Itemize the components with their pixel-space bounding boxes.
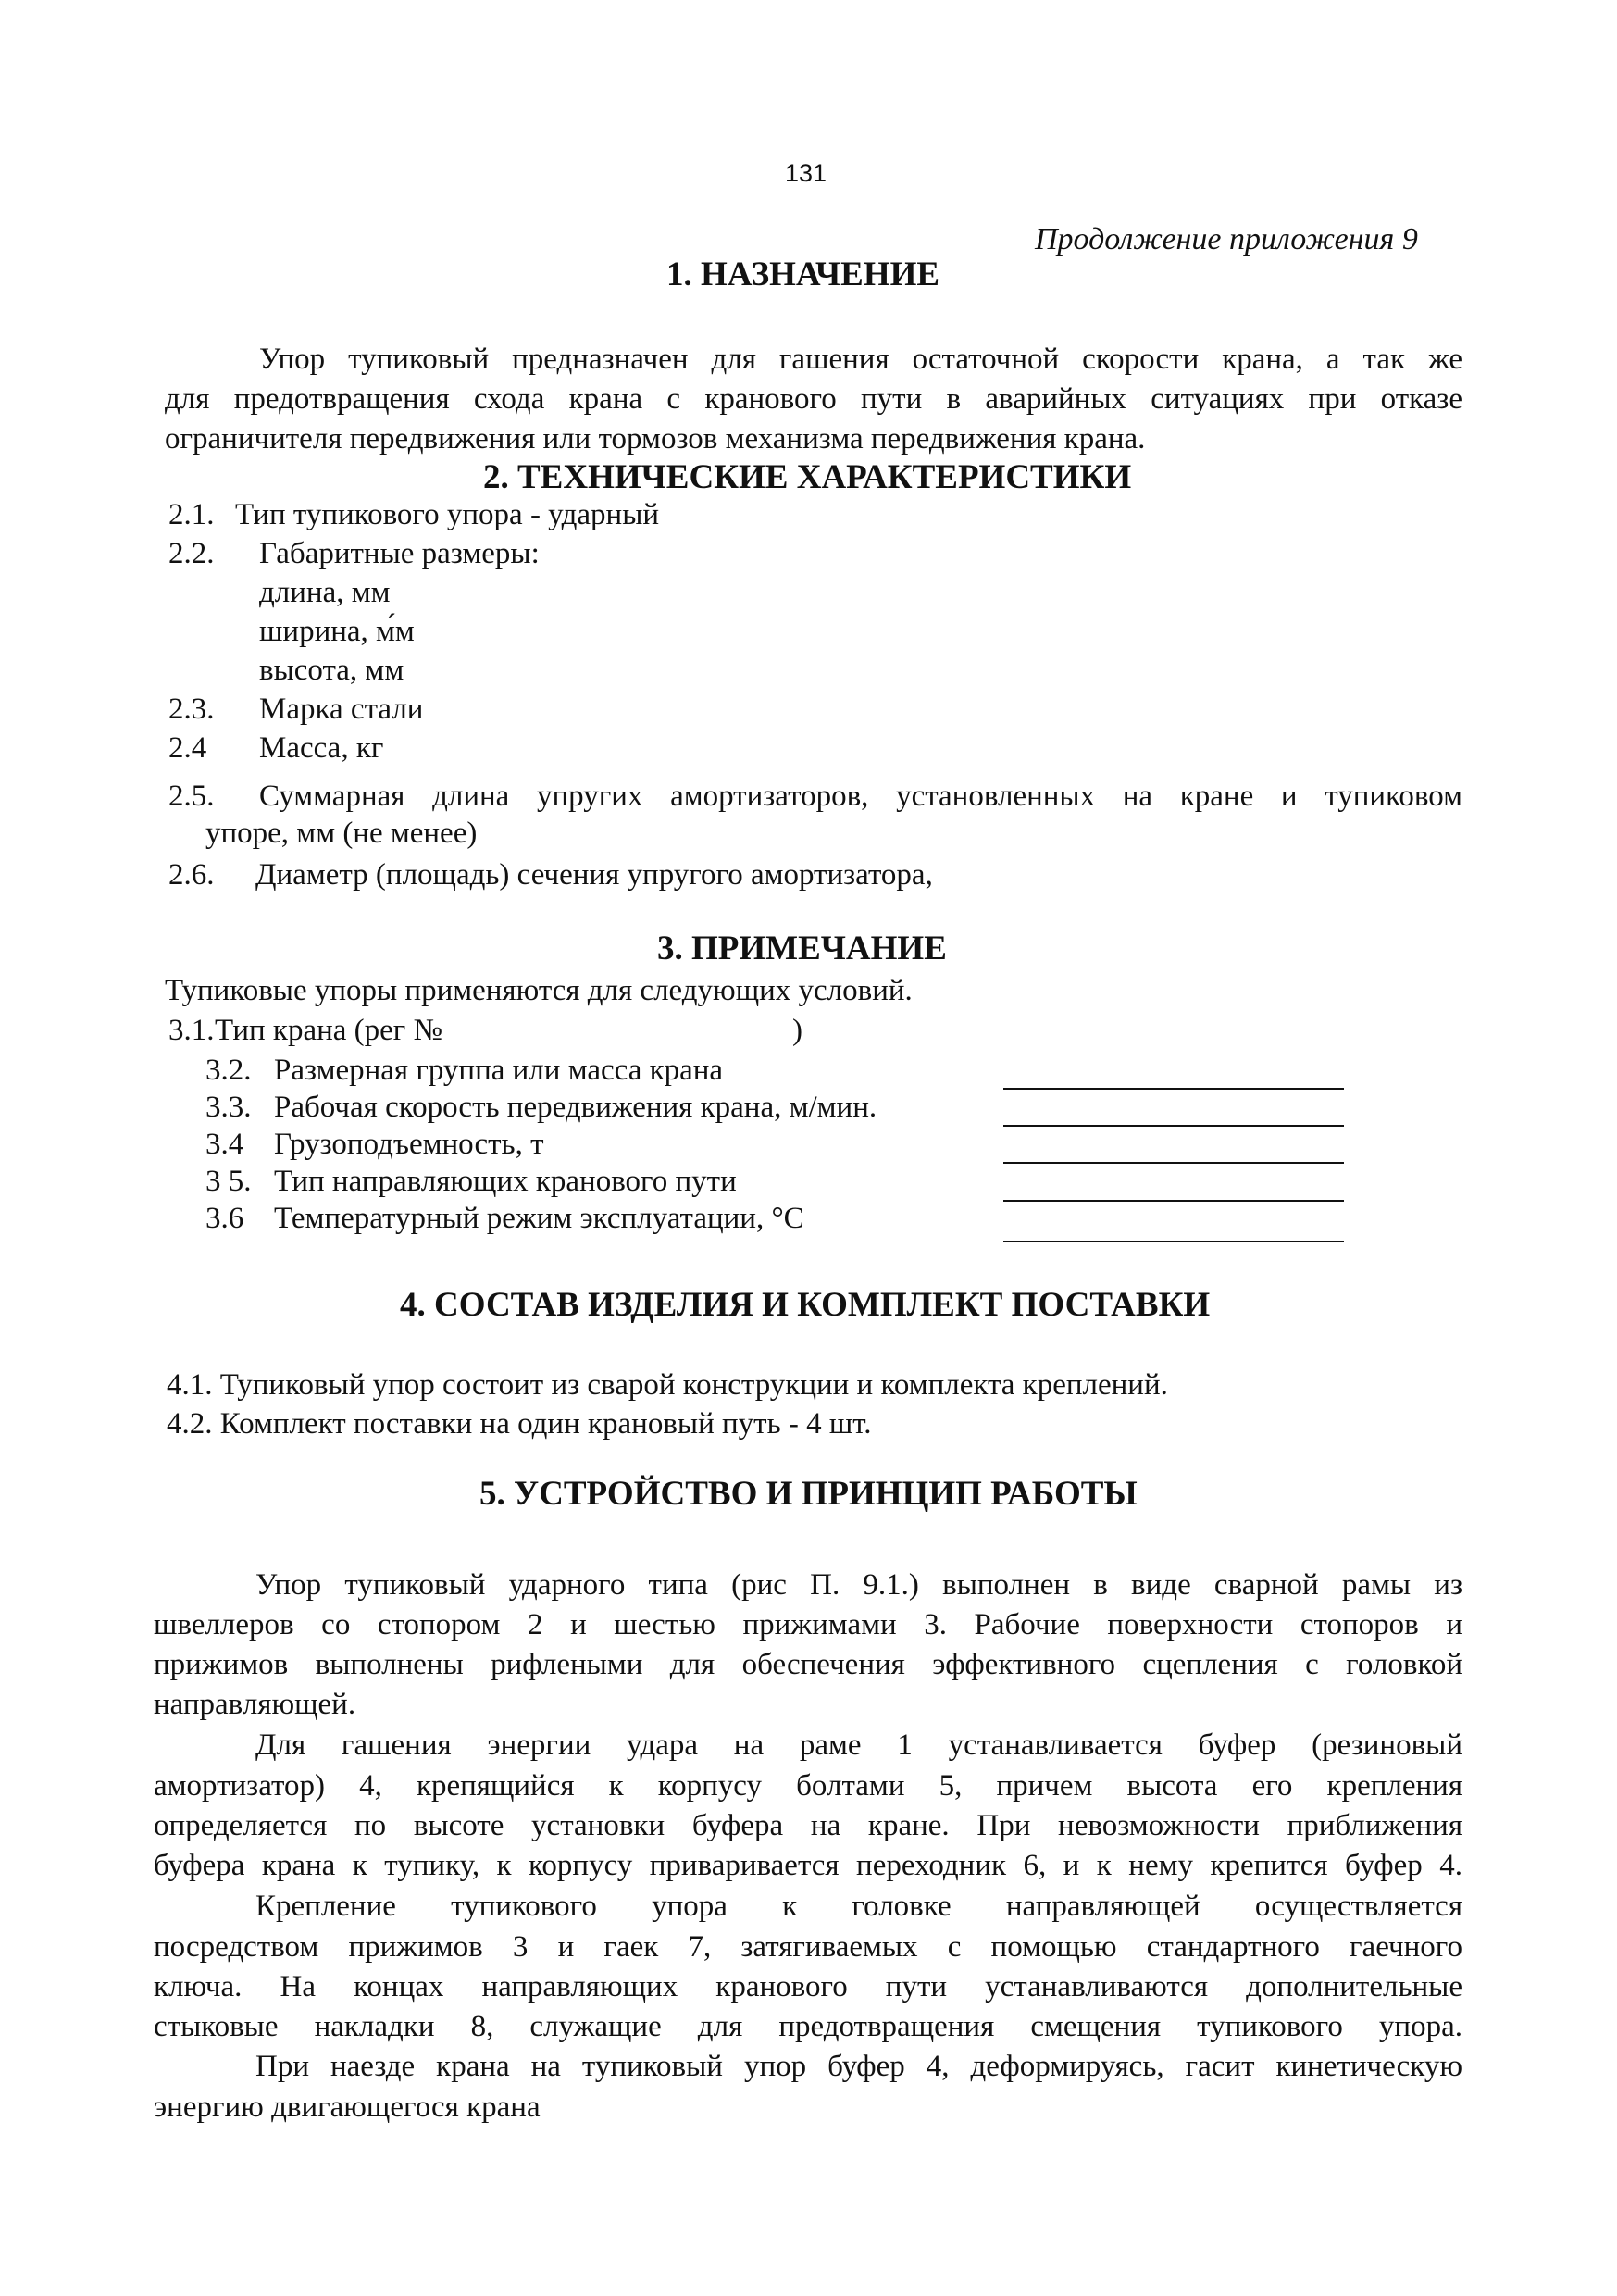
fill-in-line (1003, 1125, 1344, 1127)
section-5-line: буфера крана к тупику, к корпусу приваривается переходник 6, и к нему крепится буфер 4. (154, 1849, 1462, 1882)
crane-type-num: 3.1. (168, 1014, 215, 1047)
spec-text: Масса, кг (259, 731, 384, 765)
section-5-line: Для гашения энергии удара на раме 1 устанавливается буфер (резиновый (255, 1728, 1462, 1762)
section-4-heading: 4. СОСТАВ ИЗДЕЛИЯ И КОМПЛЕКТ ПОСТАВКИ (400, 1286, 1211, 1324)
fill-in-line (1003, 1162, 1344, 1164)
condition-text: Температурный режим эксплуатации, °С (274, 1202, 804, 1235)
condition-text: Тип направляющих кранового пути (274, 1165, 737, 1198)
section-5-line: стыковые накладки 8, служащие для предотвращения смещения тупикового упора. (154, 2010, 1462, 2043)
section-4-line: 4.2. Комплект поставки на один крановый путь - 4 шт. (167, 1407, 872, 1441)
note-intro: Тупиковые упоры применяются для следующих условий. (165, 974, 913, 1007)
condition-text: Рабочая скорость передвижения крана, м/мин. (274, 1091, 877, 1124)
section-5-line: швеллеров со стопором 2 и шестью прижимами 3. Рабочие поверхности стопоров и (154, 1608, 1462, 1641)
continuation-note: Продолжение приложения 9 (1035, 222, 1418, 256)
section-5-heading: 5. УСТРОЙСТВО И ПРИНЦИП РАБОТЫ (479, 1475, 1138, 1513)
section-4-line: 4.1. Тупиковый упор состоит из сварой конструкции и комплекта креплений. (167, 1368, 1168, 1402)
section-1-line: для предотвращения схода крана с кранового пути в аварийных ситуациях при отказе (165, 382, 1462, 416)
condition-num: 3.4 (205, 1128, 244, 1161)
spec-text: высота, мм (259, 654, 404, 687)
section-5-line: При наезде крана на тупиковый упор буфер 4, деформируясь, гасит кинетическую (255, 2050, 1462, 2083)
spec-text: Габаритные размеры: (259, 537, 540, 570)
spec-num: 2.3. (168, 693, 215, 726)
fill-in-line (1003, 1241, 1344, 1242)
condition-num: 3.2. (205, 1054, 252, 1087)
spec-text: Суммарная длина упругих амортизаторов, установленных на кране и тупиковом (259, 780, 1462, 813)
spec-text: Марка стали (259, 693, 424, 726)
section-5-line: энергию двигающегося крана (154, 2090, 541, 2124)
fill-in-line (1003, 1200, 1344, 1202)
fill-in-line (1003, 1088, 1344, 1090)
section-5-line: амортизатор) 4, крепящийся к корпусу болтами 5, причем высота его крепления (154, 1769, 1462, 1803)
crane-type-label: Тип крана (рег № (215, 1014, 443, 1047)
spec-text: упоре, мм (не менее) (205, 817, 478, 850)
section-5-line: прижимов выполнены рифлеными для обеспечения эффективного сцепления с головкой (154, 1648, 1462, 1681)
section-5-line: Крепление тупикового упора к головке направляющей осуществляется (255, 1890, 1462, 1923)
section-3-heading: 3. ПРИМЕЧАНИЕ (657, 930, 947, 967)
section-1-heading: 1. НАЗНАЧЕНИЕ (666, 256, 940, 293)
section-5-line: посредством прижимов 3 и гаек 7, затягиваемых с помощью стандартного гаечного (154, 1930, 1462, 1964)
spec-num: 2.2. (168, 537, 215, 570)
page-number: 131 (785, 159, 827, 187)
section-5-line: ключа. На концах направляющих кранового пути устанавливаются дополнительные (154, 1970, 1462, 2003)
crane-type-bracket: ) (792, 1014, 802, 1047)
spec-text: длина, мм (259, 576, 391, 609)
spec-num: 2.4 (168, 731, 207, 765)
condition-text: Размерная группа или масса крана (274, 1054, 724, 1087)
section-5-line: определяется по высоте установки буфера на кране. При невозможности приближения (154, 1809, 1462, 1842)
spec-text: Диаметр (площадь) сечения упругого амортизатора, (255, 858, 933, 892)
section-2-heading: 2. ТЕХНИЧЕСКИЕ ХАРАКТЕРИСТИКИ (483, 458, 1132, 496)
section-5-line: направляющей. (154, 1688, 356, 1721)
section-5-line: Упор тупиковый ударного типа (рис П. 9.1.) выполнен в виде сварной рамы из (255, 1568, 1462, 1602)
spec-num: 2.6. (168, 858, 215, 892)
spec-text: ширина, м́м (259, 615, 415, 648)
section-1-line: Упор тупиковый предназначен для гашения остаточной скорости крана, а так же (259, 343, 1462, 376)
spec-text: Тип тупикового упора - ударный (235, 498, 660, 531)
condition-num: 3 5. (205, 1165, 252, 1198)
condition-num: 3.6 (205, 1202, 244, 1235)
spec-num: 2.1. (168, 498, 215, 531)
condition-num: 3.3. (205, 1091, 252, 1124)
condition-text: Грузоподъемность, т (274, 1128, 544, 1161)
section-1-line: ограничителя передвижения или тормозов механизма передвижения крана. (165, 422, 1146, 455)
spec-num: 2.5. (168, 780, 215, 813)
